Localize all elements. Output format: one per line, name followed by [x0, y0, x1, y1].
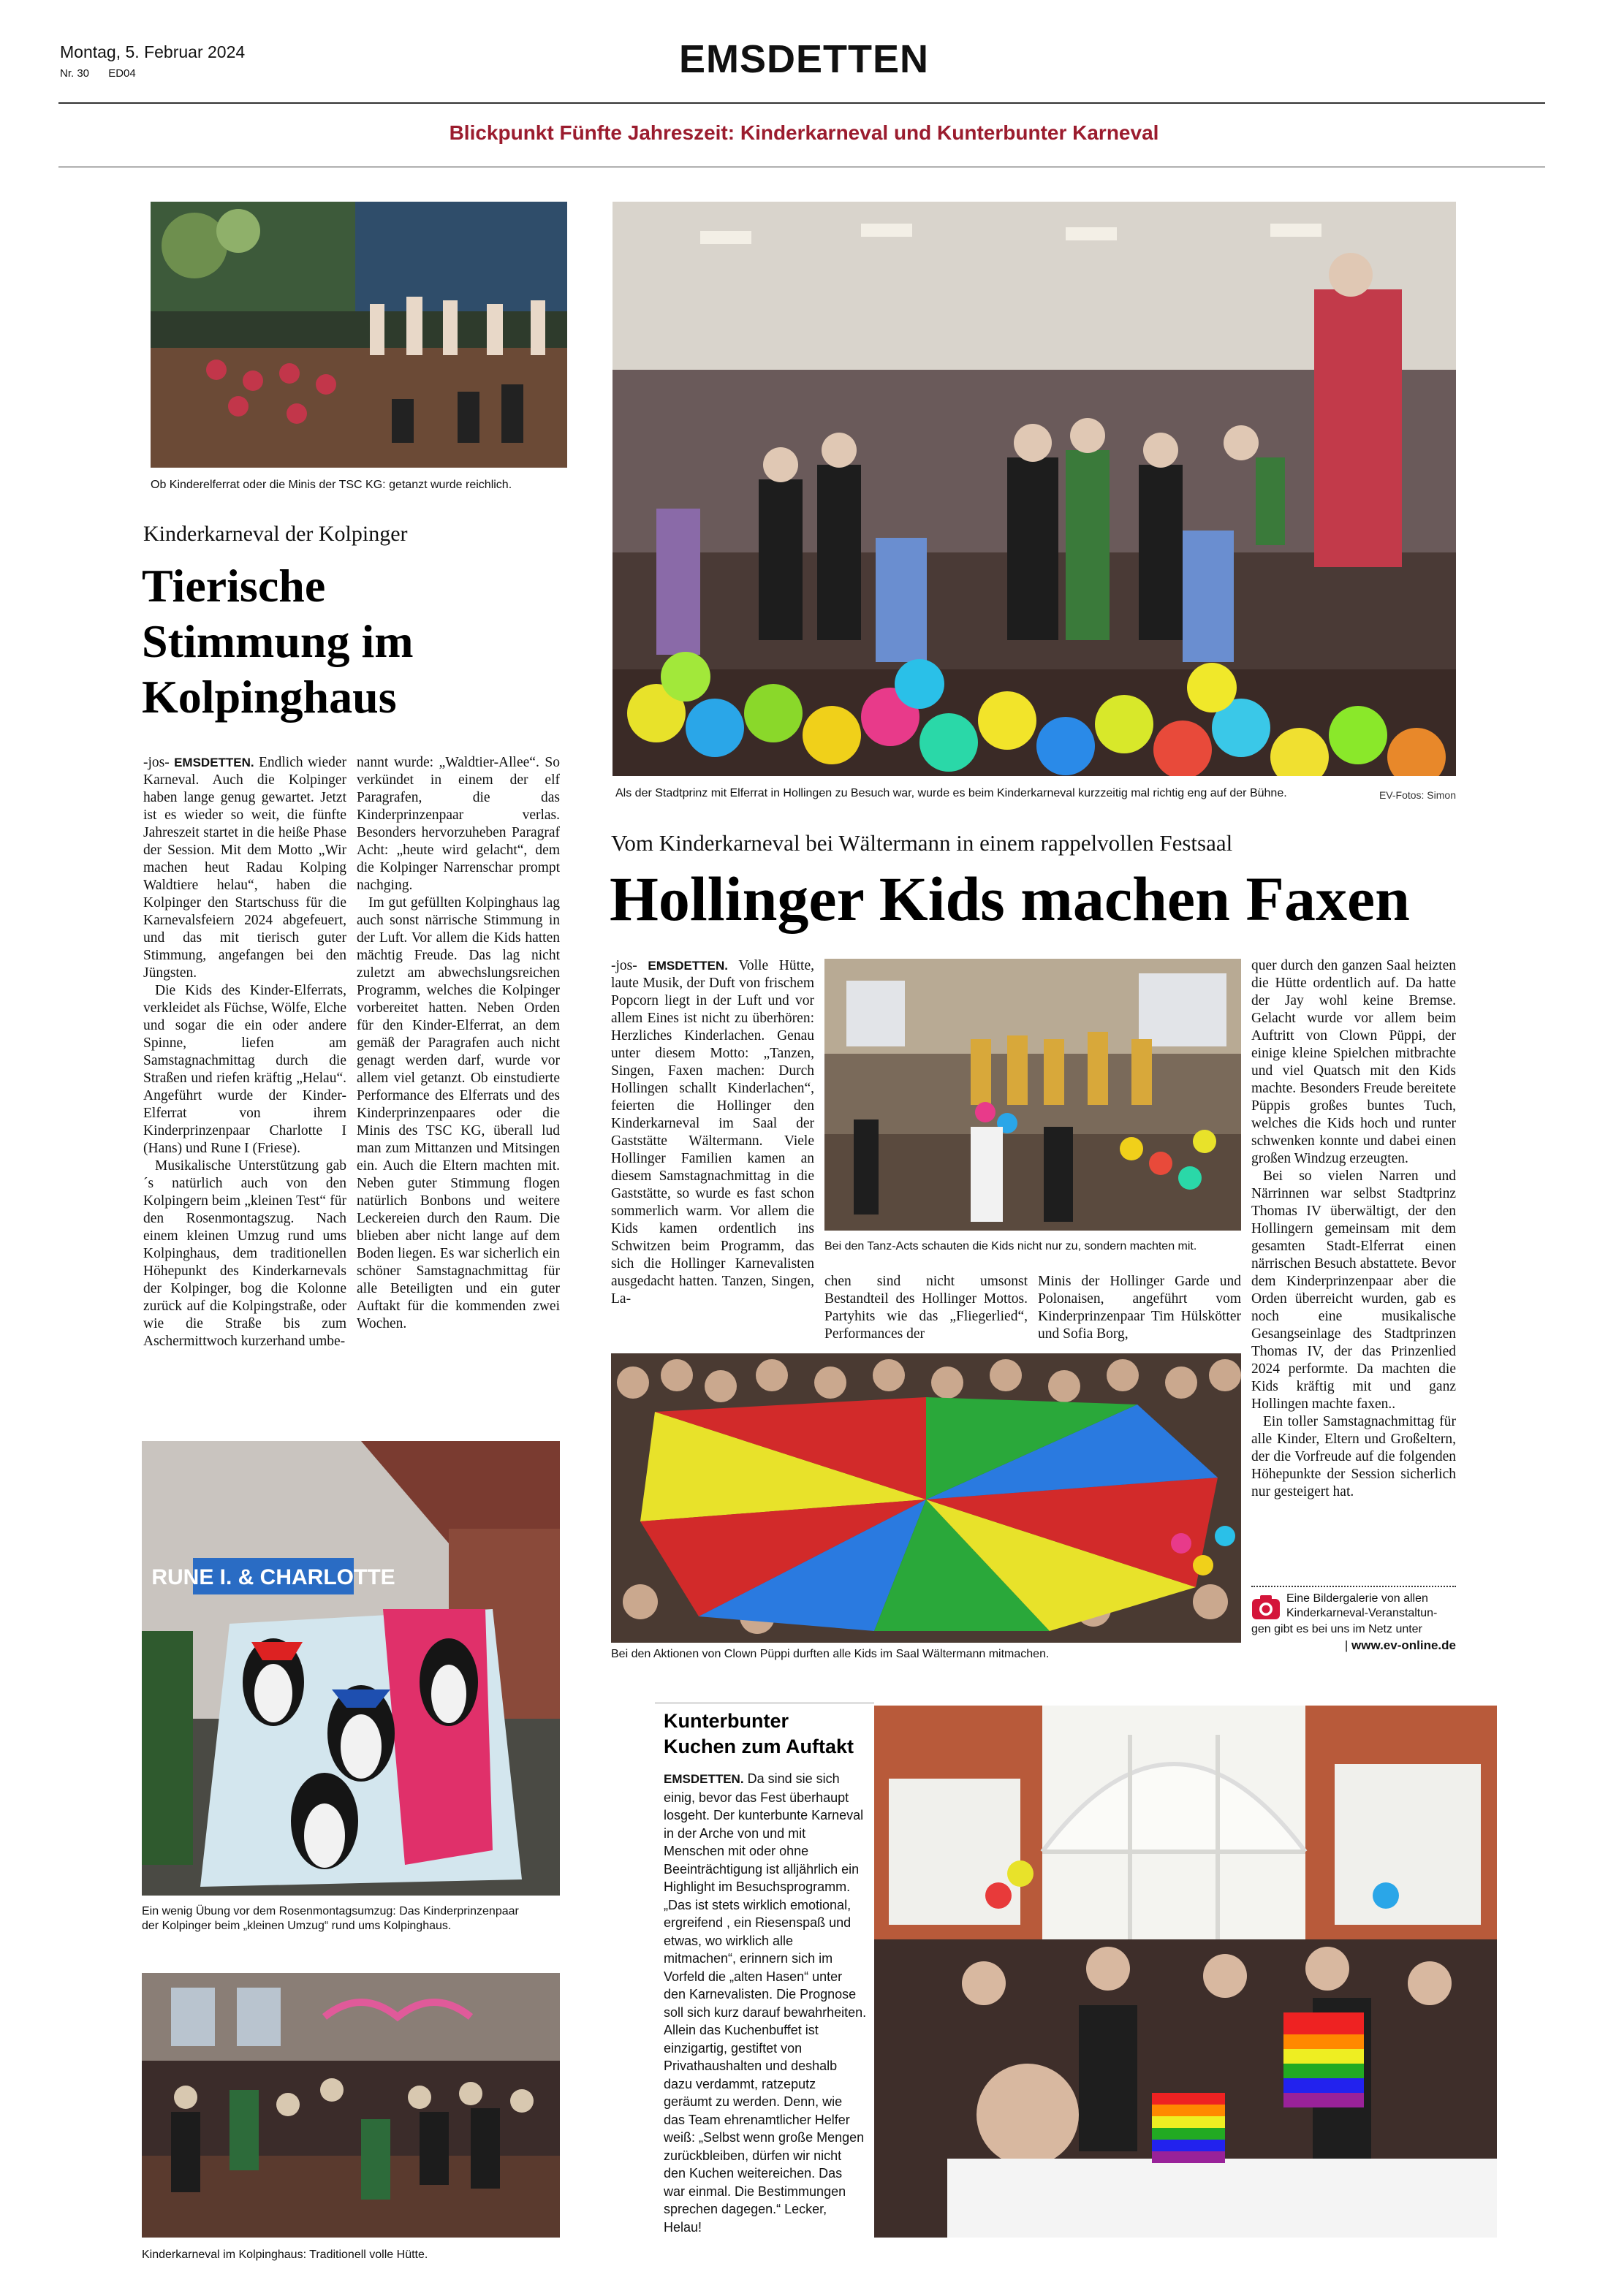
article1-byline: -jos- — [143, 755, 170, 770]
article2-column2 — [824, 1273, 1028, 1342]
photo-kolping-dance-caption: Ob Kinderelferrat oder die Minis der TSC KG: getanzt wurde reichlich. — [151, 479, 512, 491]
article1-kicker: Kinderkarneval der Kolpinger — [143, 522, 408, 546]
gallery-line2: Kinderkarneval-Veranstaltun- — [1286, 1607, 1438, 1619]
photo-penguin-float-caption-line1: Ein wenig Übung vor dem Rosenmontagsumzug: Das Kinderprinzenpaar — [142, 1905, 519, 1917]
article1-headline-line3: Kolpinghaus — [142, 671, 397, 723]
article1-headline-line2: Stimmung im — [142, 615, 414, 667]
photo-stage-hollingen — [613, 202, 1456, 776]
gallery-box — [1251, 1586, 1456, 1652]
article2-dateline: EMSDETTEN. — [648, 959, 728, 973]
header-rule — [58, 102, 1545, 104]
gallery-url-row: | www.ev-online.de — [1344, 1638, 1456, 1652]
photo-penguin-float — [142, 1441, 560, 1896]
article1-col2-p2: Im gut gefüllten Kolpinghaus lag auch sonst närrische Stimmung in der Luft. Vor allem die Kids hatten mächtig Freude. Das lag nicht zuletzt am abwechslungsreichen Programm, welches die Kolpinger vorbereitet hatten. Neben Orden für den Kinder-Elferrat, an dem gemäß der Paragrafen auch nicht genagt werden darf, wurde vor allem viel getanzt. Ob einstudierte Performance des Elferrats und des Kinderprinzenpaares oder die Minis des TSC KG, überall lud man zum Mittanzen und Mitsingen ein. Auch die Eltern machten mit. Neben guter Stimmung flogen natürlich Bonbons und weitere Leckereien durch den Raum. Die blieben aber nicht lange auf dem Boden liegen. Es war sicherlich ein schöner Samstagnachmittag für alle Beteiligten und ein guter Auftakt für die kommenden zwei Wochen. — [357, 895, 560, 1331]
camera-icon — [1251, 1594, 1281, 1621]
article2-column4 — [1251, 957, 1456, 1583]
article2-byline: -jos- — [611, 958, 637, 973]
gallery-text — [1286, 1592, 1456, 1621]
article3-headline-line2: Kuchen zum Auftakt — [664, 1736, 854, 1757]
photo-tanz-acts — [824, 959, 1241, 1231]
photo-kolpinghaus-hall-caption: Kinderkarneval im Kolpinghaus: Traditionell volle Hütte. — [142, 2249, 428, 2261]
article1-col2-p1: nannt wurde: „Waldtier-Allee“. So verkündet in einem der elf Paragrafen, die das Kinderprinzenpaar verlas. Besonders hervorzuheben Paragraf Acht: „heute wird gelacht“, dem die Kolpinger Narrenschar prompt nachging. — [357, 755, 560, 893]
article1-col1-p3: Musikalische Unterstützung gab´s natürlich auch von den Kolpingern beim „kleinen Test“ für den Rosenmontagszug. Nach einem kleinen Umzug rund ums Kolpinghaus, dem traditionellen Höhepunkt des Kinderkarnevals der Kolpinger, bog die Kolonne zurück auf die Kolpingstraße, oder wie die Straße bis zum Aschermittwoch kurzerhand umbe- — [143, 1158, 346, 1349]
photo-tanz-acts-caption: Bei den Tanz-Acts schauten die Kids nicht nur zu, sondern machten mit. — [824, 1240, 1197, 1252]
article2-col2-p1: chen sind nicht umsonst Bestandteil des Hollinger Mottos. Partyhits wie das „Fliegerlied“, Performances der — [824, 1274, 1028, 1342]
article2-col4-p1: quer durch den ganzen Saal heizten die Hütte ordentlich auf. Da hatte der Jay wohl keine Bremse. Gelacht wurde vor allem beim Auftritt von Clown Püppi, der einige kleine Spielchen mitbrachte und viel Quatsch mit den Kids machte. Besonders Freude bereitete Püppis großes buntes Tuch, welches die Kids hoch und runter schwenken konnte und dabei einen großen Windzug erzeugten. — [1251, 958, 1456, 1166]
article3-dateline: EMSDETTEN. — [664, 1772, 744, 1786]
article2-col4-p2: Bei so vielen Narren und Närrinnen war selbst Stadtprinz Thomas IV überwältigt, der den Hollingern gemeinsam mit dem gesamten Stadt-Elferrat einen närrischen Besuch abstattete. Bevor dem Kinderprinzenpaar aber die Orden überreicht wurden, gab es noch eine musikalische Gesangseinlage des Stadtprinzen Thomas IV, der das Prinzenlied 2024 performte. Da machten die Kids kräftig mit und ganz Hollingen machte faxen.. — [1251, 1168, 1456, 1412]
article2-headline: Hollinger Kids machen Faxen — [610, 864, 1410, 934]
photo-kolpinghaus-hall — [142, 1973, 560, 2238]
article2-column3 — [1038, 1273, 1241, 1342]
header-date: Montag, 5. Februar 2024 — [60, 42, 246, 61]
photo-penguin-float-caption-line2: der Kolpinger beim „kleinen Umzug“ rund ums Kolpinghaus. — [142, 1920, 452, 1932]
topic-bar: Blickpunkt Fünfte Jahreszeit: Kinderkarneval und Kunterbunter Karneval — [449, 121, 1159, 144]
photo-kolping-dance — [151, 202, 567, 468]
photo-clown-parachute — [611, 1353, 1241, 1643]
article1-column2 — [357, 754, 560, 1412]
edition-code: ED04 — [108, 67, 136, 80]
photo-penguin-float-caption — [142, 1904, 595, 1934]
article2-column1 — [611, 957, 814, 1345]
article1-headline — [142, 558, 414, 725]
article1-col1-p2: Die Kids des Kinder-Elferrats, verkleidet als Füchse, Wölfe, Elche und sogar die ein oder andere Spinne, liefen am Samstagnachmittag durch die Straßen und riefen kräftig „Helau“. Angeführt wurde der Kinder-Elferrat von ihrem Kinderprinzenpaar Charlotte I (Hans) und Rune I (Friese). — [143, 983, 346, 1156]
photo-stage-hollingen-caption: Als der Stadtprinz mit Elferrat in Hollingen zu Besuch war, wurde es beim Kinderkarneval kurzzeitig mal richtig eng auf der Bühne. — [615, 787, 1287, 799]
gallery-url-link[interactable]: www.ev-online.de — [1351, 1638, 1456, 1652]
gallery-line1: Eine Bildergalerie von allen — [1286, 1592, 1428, 1605]
issue-number: Nr. 30 — [60, 67, 90, 80]
article2-col3-p1: Minis der Hollinger Garde und Polonaisen, angeführt vom Kinderprinzenpaar Tim Hülskötter und Sofia Borg, — [1038, 1274, 1241, 1342]
article3-body-text: Da sind sie sich einig, bevor das Fest überhaupt losgeht. Der kunterbunte Karneval in der Arche von und mit Menschen mit oder ohne Beeinträchtigung ist alljährlich ein Highlight im Besuchsprogramm. „Das ist stets wirklich emotional, ergreifend , ein Riesenspaß und etwas, wo wirklich alle mitmachen“, erinnern sich im Vorfeld die „alten Hasen“ unter den Karnevalisten. Die Prognose soll sich kurz darauf bewahrheiten. Allein das Kuchenbuffet ist einzigartig, gestiftet von Privathaushalten und deshalb dazu verdammt, ratzeputz geräumt zu werden. Denn, wie das Team ehrenamtlicher Helfer weiß: „Selbst wenn große Mengen zurückbleiben, dürfen wir nicht den Kuchen weitereichen. Das war einmal. Die Bestimmungen sprechen dagegen.“ Lecker, Helau! — [664, 1771, 867, 2235]
photo-arche-karneval — [874, 1706, 1497, 2238]
article2-kicker: Vom Kinderkarneval bei Wältermann in einem rappelvollen Festsaal — [611, 830, 1233, 856]
section-title: EMSDETTEN — [678, 37, 930, 81]
float-sign-text: RUNE I. & CHARLOTTE — [151, 1565, 395, 1589]
article2-col1-p1: Volle Hütte, laute Musik, der Duft von frischem Popcorn liegt in der Luft und vor allem Eines ist nicht zu überhören: Herzliches Kinderlachen. Genau unter diesem Motto: „Tanzen, Singen, Faxen machen: Durch Hollingen schallt Kinderlachen“, feierten die Hollinger den Kinderkarneval im Saal der Gaststätte Wältermann. Viele Hollinger Familien kamen an diesem Samstagnachmittag in die Gaststätte, so wurde es fast schon sommerlich warm. Vor allem die Kids kamen ordentlich ins Schwitzen beim Programm, das sich die Hollinger Karnevalisten ausgedacht hatten. Tanzen, Singen, La- — [611, 958, 814, 1307]
photo-credit: EV-Fotos: Simon — [1378, 789, 1456, 801]
article3-headline-line1: Kunterbunter — [664, 1710, 789, 1732]
article1-column1 — [143, 754, 346, 1412]
photo-clown-parachute-caption: Bei den Aktionen von Clown Püppi durften alle Kids im Saal Wältermann mitmachen. — [611, 1648, 1050, 1660]
article1-headline-line1: Tierische — [142, 560, 326, 612]
article1-col1-p1: Endlich wieder Karneval. Auch die Kolpinger haben lange genug gewartet. Jetzt ist es wieder so weit, die fünfte Jahreszeit startet in die heiße Phase der Session. Mit dem Motto „Wir machen heut Radau Kolping Waldtiere helau“, haben die Kolpinger den Startschuss für die Karnevalsfeiern 2024 abgefeuert, und das mit tierisch guter Stimmung, angefangen bei den Jüngsten. — [143, 755, 346, 981]
article2-col4-p3: Ein toller Samstagnachmittag für alle Kinder, Eltern und Großeltern, der die Vorfreude auf die folgenden Höhepunkte der Session sicherlich nur gesteigert hat. — [1251, 1414, 1456, 1499]
gallery-line3: gen gibt es bei uns im Netz unter — [1251, 1623, 1422, 1635]
article3-body — [664, 1770, 867, 2236]
article1-dateline: EMSDETTEN. — [174, 756, 254, 769]
